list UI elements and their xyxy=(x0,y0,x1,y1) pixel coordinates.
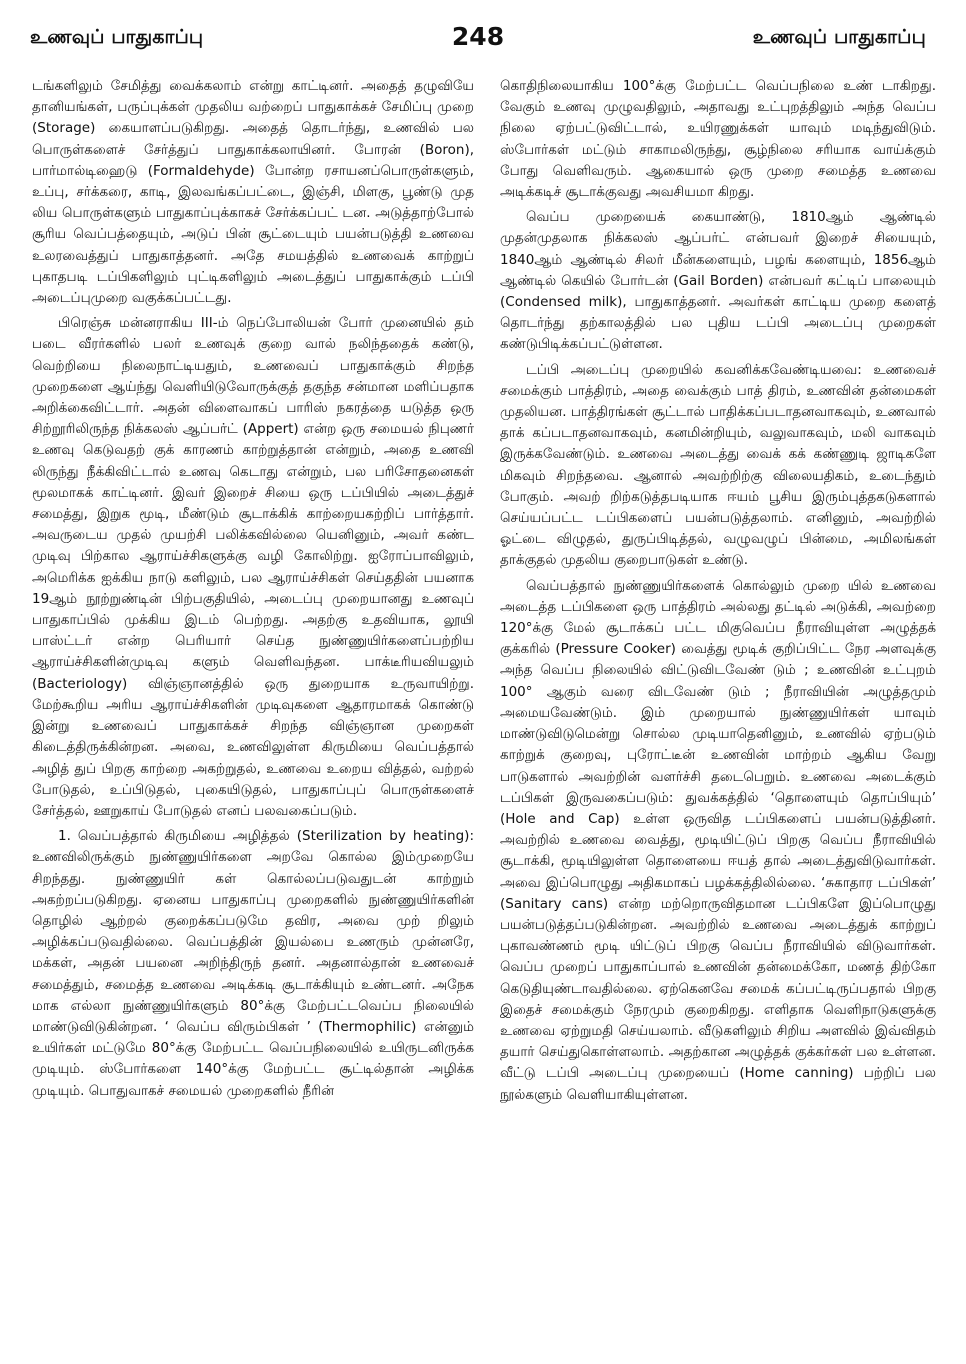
running-head-left: உணவுப் பாதுகாப்பு xyxy=(30,26,204,48)
paragraph: டப்பி அடைப்பு முறையில் கவனிக்கவேண்டியவை: உணவைச் சமைக்கும் பாத்திரம், அதை வைக்கும் பாத் திரம், உணவின் தன்மைகள் முதலியன. பாத்திரங்கள் சூட்டால் பாதிக்கப்படாதனவாகவும், உணவால் தாக் கப்படாதனவாகவும், கனமின்றியும், வலுவாகவும், மலி வாகவும் இருக்கவேண்டும். உணவை அடைத்து வைக் கக் கண்ணுடி ஜாடிகளே மிகவும் சிறந்தவை. ஆனால் அவற்றிற்கு விலையதிகம், உடைந்தும் போகும். அவற் றிற்கடுத்தபடியாக ஈயம் பூசிய இரும்புத்தகடுகளால் செய்யப்பட்ட டப்பிகளைப் பயன்படுத்தலாம். எனினும், அவற்றில் ஓட்டை விழுதல், துருப்பிடித்தல், வழுவழுப் பின்மை, அமிலங்கள் தாக்குதல் முதலிய குறைபாடுகள் உண்டு. xyxy=(500,361,936,569)
paragraph: வெப்ப முறையைக் கையாண்டு, 1810ஆம் ஆண்டில் முதன்முதலாக நிக்கலஸ் ஆப்பர்ட் என்பவர் இறைச் சியையும், 1840ஆம் ஆண்டில் சிலர் மீன்களையும், பழங் களையும், 1856ஆம் ஆண்டில் கெயில் போர்டன் (Gail Borden) என்பவர் கட்டிப் பாலையும் (Condensed milk), பாதுகாத்தனர். அவர்கள் காட்டிய முறை களைத் தொடர்ந்து தற்காலத்தில் பல புதிய டப்பி அடைப்பு முறைகள் கண்டுபிடிக்கப்பட்டுள்ளன. xyxy=(500,209,936,353)
page-number: 248 xyxy=(451,22,505,51)
paragraph: வெப்பத்தால் நுண்ணுயிர்களைக் கொல்லும் முறை யில் உணவை அடைத்த டப்பிகளை ஒரு பாத்திரம் அல்லது தட்டில் அடுக்கி, அவற்றை 120°க்கு மேல் சூடாக்கப் பட்ட மிகுவெப்ப நீராவியுள்ள அழுத்தக் குக்கரில் (Pressure Cooker) வைத்து மூடிக் குறிப்பிட்ட நேர அளவுக்கு அந்த வெப்ப நிலையில் விட்டுவிடவேண் டும் ; உணவின் உட்புறம் 100° ஆகும் வரை விடவேண் டும் ; நீராவியின் அழுத்தமும் அமையவேண்டும். இம் முறையால் நுண்ணுயிர்கள் யாவும் மாண்டுவிடுமென்று சொல்ல முடியாதெனினும், உணவில் ஏற்படும் காற்றுக் குறைவு, புரோட்டீன் உணவின் மாற்றம் ஆகிய வேறு பாடுகளால் அவற்றின் வளர்ச்சி தடைபெறும். உணவை அடைக்கும் டப்பிகள் இருவகைப்படும்: துவக்கத்தில் ‘தொளையும் தொப்பியும்’ (Hole and Cap) உள்ள ஒருவித டப்பிகளைப் பயன்படுத்தினர். அவற்றில் உணவை வைத்து, மூடியிட்டுப் பிறகு வெப்ப நீராவியில் சூடாக்கி, மூடியிலுள்ள தொளையை ஈயத் தால் அடைத்துவிடுவார்கள். அவை இப்பொழுது அதிகமாகப் பழக்கத்திலில்லை. ‘சுகாதார டப்பிகள்’ (Sanitary cans) என்ற மற்றொருவிதமான டப்பிகளே இப்பொழுது பயன்படுத்தப்படுகின்றன. அவற்றில் உணவை அடைத்துக் காற்றுப் புகாவண்ணம் மூடி யிட்டுப் பிறகு வெப்ப நீராவியில் விடுவார்கள். வெப்ப முறைப் பாதுகாப்பால் உணவின் தன்மைக்கோ, மணத் திற்கோ கெடுதியுண்டாவதில்லை. ஏற்கெனவே சமைக் கப்பட்டிருப்பதால் பிறகு இதைச் சமைக்கும் நேரமும் குறைகிறது. எளிதாக வெளிநாடுகளுக்கு உணவை ஏற்றுமதி செய்யலாம். வீடுகளிலும் சிறிய அளவில் இவ்விதம் தயார் செய்துகொள்ளலாம். அதற்கான அழுத்தக் குக்கர்கள் பல உள்ளன. வீட்டு டப்பி அடைப்பு முறையைப் (Home canning) பற்றிப் பல நூல்களும் வெளியாகியுள்ளன. xyxy=(500,577,936,1103)
paragraph: பிரெஞ்சு மன்னராகிய III-ம் நெப்போலியன் போர் முனையில் தம் படை வீரர்களில் பலர் உணவுக் குறை வால் நலிந்ததைக் கண்டு, வெற்றியை நிலைநாட்டியதும், உணவைப் பாதுகாக்கும் சிறந்த முறைகளை ஆய்ந்து வெளியிடுவோருக்குத் தகுந்த சன்மான மளிப்பதாக அறிக்கைவிட்டார். அதன் விளைவாகப் பாரிஸ் நகரத்தை யடுத்த ஒரு சிற்றூரிலிருந்த நிக்கலஸ் ஆப்பர்ட் (Appert) என்ற ஒரு சமையல் நிபுணர் உணவு கெடுவதற் குக் காரணம் காற்றுத்தான் என்றும், அதை உணவி லிருந்து நீக்கிவிட்டால் உணவு கெடாது என்றும், பல பரிசோதனைகள் மூலமாகக் காட்டினர். இவர் இறைச் சியை ஒரு டப்பியில் அடைத்துச் சமைத்து, இறுக மூடி, மீண்டும் சூடாக்கிக் காற்றையகற்றிப் பார்த்தார். அவருடைய முதல் முயற்சி பலிக்கவில்லை யெனினும், அவர் கண்ட முடிவு பிற்கால ஆராய்ச்சிகளுக்கு வழி கோலிற்று. ஐரோப்பாவிலும், அமெரிக்க ஐக்கிய நாடு களிலும், பல ஆராய்ச்சிகள் செய்ததின் பயனாக 19ஆம் நூற்றுண்டின் பிற்பகுதியில், அடைப்பு முறையானது உணவுப் பாதுகாப்பில் முக்கிய இடம் பெற்றது. அதற்கு உதவியாக, லூயி பாஸ்ட்டர் என்ற பெரியார் செய்த நுண்ணுயிர்களைப்பற்றிய ஆராய்ச்சிகளின்முடிவு களும் வெளிவந்தன. பாக்டீரியவியலும் (Bacteriology) விஞ்ஞானத்தில் ஒரு துறையாக உருவாயிற்று. மேற்கூறிய அரிய ஆராய்ச்சிகளின் முடிவுகளை ஆதாரமாகக் கொண்டு இன்று உணவைப் பாதுகாக்கச் சிறந்த விஞ்ஞான முறைகள் கிடைத்திருக்கின்றன. அவை, உணவிலுள்ள கிருமியை வெப்பத்தால் அழித் துப் பிறகு காற்றை அகற்றுதல், உணவை உறைய வித்தல், வற்றல் போடுதல், உப்பிடுதல், புகையிடுதல், பாதுகாப்புப் பொருள்களைச் சேர்த்தல், ஊறுகாய் போடுதல் எனப் பலவகைப்படும். xyxy=(32,315,474,819)
page-header xyxy=(30,22,926,62)
paragraph: கொதிநிலையாகிய 100°க்கு மேற்பட்ட வெப்பநிலை உண் டாகிறது. வேகும் உணவு முழுவதிலும், அதாவது உட்புறத்திலும் அந்த வெப்ப நிலை ஏற்பட்டுவிட்டால், உயிரணுக்கள் யாவும் மடிந்துவிடும். ஸ்போர்கள் மட்டும் சாகாமலிருந்து, சூழ்நிலை சரியாக வாய்க்கும் போது வெளிவரும். ஆகையால் ஒரு முறை சமைத்த உணவை அடிக்கடிச் சூடாக்குவது அவசியமா கிறது. xyxy=(500,78,936,201)
numbered-paragraph: 1. வெப்பத்தால் கிருமியை அழித்தல் (Sterilization by heating): உணவிலிருக்கும் நுண்ணுயிர்களை அறவே கொல்ல இம்முறையே சிறந்தது. நுண்ணுயிர் கள் கொல்லப்படுவதுடன் காற்றும் அகற்றப்படுகிறது. ஏனைய பாதுகாப்பு முறைகளில் நுண்ணுயிர்களின் தொழில் ஆற்றல் குறைக்கப்படுமே தவிர, அவை முற் றிலும் அழிக்கப்படுவதில்லை. வெப்பத்தின் இயல்பை உணரும் முன்னரே, மக்கள், அதன் பயனை அறிந்திருந் தனர். அதனால்தான் உணவைச் சமைத்தும், சமைத்த உணவை அடிக்கடி சூடாக்கியும் உண்டனர். அநேக மாக எல்லா நுண்ணுயிர்களும் 80°க்கு மேற்பட்டவெப்ப நிலையில் மாண்டுவிடுகின்றன. ‘ வெப்ப விரும்பிகள் ’ (Thermophilic) என்னும் உயிர்கள் மட்டுமே 80°க்கு மேற்பட்ட வெப்பநிலையில் உயிருடனிருக்க முடியும். ஸ்போர்களை 140°க்கு மேற்பட்ட சூட்டில்தான் அழிக்க முடியும். பொதுவாகச் சமையல் முறைகளில் நீரின் xyxy=(32,828,474,1099)
left-column xyxy=(32,76,474,1356)
paragraph: டங்களிலும் சேமித்து வைக்கலாம் என்று காட்டினர். அதைத் தழுவியே தானியங்கள், பருப்புக்கள் முதலிய வற்றைப் பாதுகாக்கச் சேமிப்பு முறை (Storage) கையாளப்படுகிறது. அதைத் தொடர்ந்து, உணவில் பல பொருள்களைச் சேர்த்துப் பாதுகாக்கலாயினர். போரன் (Boron), பார்மால்டிஹைடு (Formaldehyde) போன்ற ரசாயனப்பொருள்களும், உப்பு, சர்க்கரை, காடி, இலவங்கப்பட்டை, இஞ்சி, மிளகு, பூண்டு முத லிய பொருள்களும் பாதுகாப்புக்காகச் சேர்க்கப்பட் டன. அடுத்தாற்போல் சூரிய வெப்பத்தையும், அடுப் பின் சூட்டையும் பயன்படுத்தி உணவை உலரவைத்துப் பாதுகாத்தனர். அதே சமயத்தில் உணவைக் காற்றுப் புகாதபடி டப்பிகளிலும் புட்டிகளிலும் அடைத்துப் பாதுகாக்கும் டப்பி அடைப்புமுறை வகுக்கப்பட்டது. xyxy=(32,78,474,307)
running-head-right: உணவுப் பாதுகாப்பு xyxy=(752,26,926,48)
right-column xyxy=(500,76,936,1356)
